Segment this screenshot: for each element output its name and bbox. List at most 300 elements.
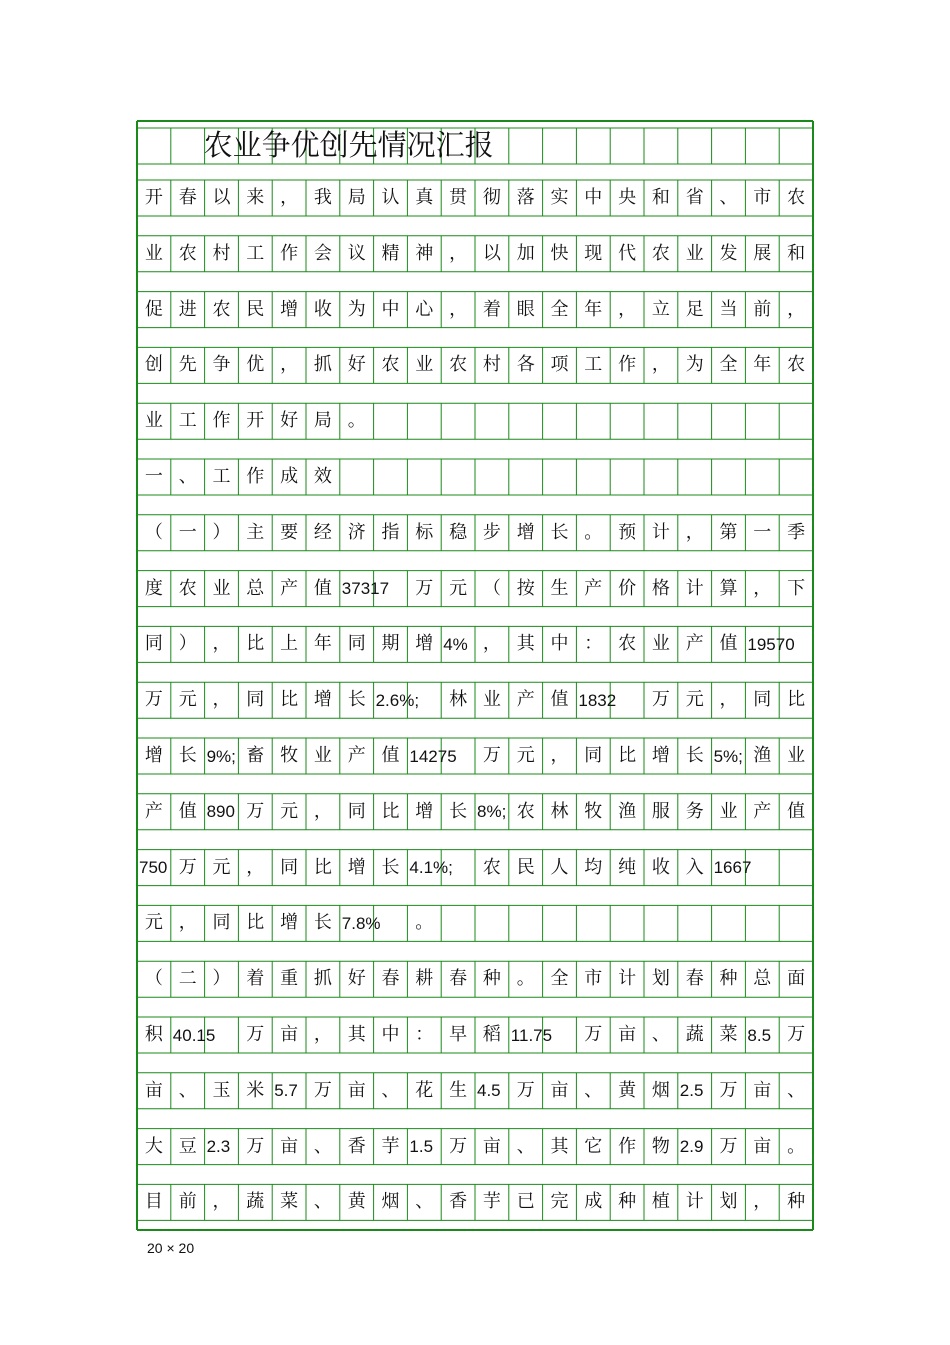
grid-cell: 40.15: [172, 1025, 216, 1045]
grid-cell: 产: [516, 689, 535, 711]
grid-cell: [441, 403, 475, 439]
grid-cell: 植: [651, 1191, 670, 1213]
grid-cell: 。: [516, 968, 535, 990]
grid-cell: 元: [685, 689, 704, 711]
grid-cell: 产: [584, 577, 603, 599]
grid-cell: [205, 1017, 239, 1053]
grid-cell: 米: [246, 1079, 265, 1101]
grid-cell: 业: [144, 410, 163, 432]
grid-cell: 。: [415, 912, 434, 934]
document-title: 农业争优创先情况汇报: [203, 128, 494, 162]
grid-cell: 同: [212, 912, 231, 934]
grid-cell: 比: [313, 856, 332, 878]
grid-cell: 期: [381, 633, 400, 655]
grid-cell: 好: [347, 354, 366, 376]
grid-cell: 省: [685, 187, 704, 208]
grid-cell: 农: [516, 800, 535, 822]
grid-cell: 积: [144, 1024, 163, 1045]
grid-cell: 工: [178, 410, 197, 432]
grid-cell: 产: [753, 800, 772, 822]
grid-cell: 4%: [443, 634, 468, 654]
grid-cell: 前: [178, 1191, 197, 1213]
grid-cell: ）: [178, 633, 197, 655]
grid-cell: 全: [719, 354, 738, 376]
grid-cell: 比: [280, 689, 299, 711]
grid-cell: 黄: [347, 1191, 366, 1213]
grid-cell: 一: [144, 466, 163, 487]
grid-cell: 、: [787, 1079, 806, 1101]
grid-cell: 服: [651, 800, 670, 822]
grid-cell: 菜: [719, 1024, 738, 1045]
grid-cell: 为: [685, 354, 704, 376]
grid-cell: 立: [651, 298, 670, 320]
grid-cell: 春: [685, 968, 704, 990]
grid-cell: [407, 403, 441, 439]
grid-cell: 计: [685, 1191, 704, 1213]
grid-cell: 年: [313, 633, 332, 655]
grid-cell: 增: [415, 800, 434, 822]
grid-cell: 现: [584, 242, 603, 264]
grid-cell: 价: [618, 577, 637, 599]
grid-cell: 、: [178, 1079, 197, 1101]
grid-cell: 值: [787, 800, 806, 822]
grid-cell: [610, 905, 644, 941]
grid-cell: 亩: [280, 1135, 299, 1157]
grid-cell: ，: [719, 689, 738, 711]
grid-cell: [678, 905, 712, 941]
grid-cell: 足: [685, 298, 704, 320]
grid-cell: 作: [280, 242, 299, 264]
grid-cell: ，: [482, 633, 501, 655]
grid-cell: 、: [178, 466, 197, 487]
grid-cell: 亩: [618, 1024, 637, 1045]
grid-cell: 快: [550, 242, 569, 264]
grid-cell: 指: [381, 521, 400, 543]
grid-cell: [475, 459, 509, 495]
grid-cell: [475, 905, 509, 941]
grid-cell: 算: [719, 577, 738, 599]
grid-cell: [610, 403, 644, 439]
grid-cell: 4.5: [477, 1081, 501, 1101]
grid-cell: 长: [347, 689, 366, 711]
grid-cell: [644, 459, 678, 495]
grid-cell: 渔: [618, 800, 637, 822]
grid-cell: 增: [347, 856, 366, 878]
grid-cell: 增: [516, 521, 535, 543]
grid-cell: [678, 459, 712, 495]
grid-cell: 1.5: [409, 1137, 434, 1157]
grid-cell: 烟: [651, 1079, 670, 1101]
grid-cell: 农: [381, 354, 400, 376]
grid-cell: 890: [206, 802, 235, 822]
grid-cell: [712, 459, 746, 495]
grid-cell: 同: [347, 633, 366, 655]
grid-cell: 先: [178, 354, 197, 376]
grid-cell: 农: [651, 242, 670, 264]
grid-cell: 林: [550, 800, 569, 822]
grid-cell: 增: [313, 689, 332, 711]
grid-cell: 认: [381, 187, 400, 208]
grid-cell: 1667: [713, 858, 752, 878]
grid-cell: 万: [246, 1135, 265, 1157]
grid-cell: [543, 905, 577, 941]
grid-cell: ，: [618, 298, 637, 320]
grid-cell: [576, 403, 610, 439]
grid-cell: 彻: [482, 187, 501, 208]
grid-cell: （: [482, 577, 501, 599]
grid-cell: 值: [719, 633, 738, 655]
grid-cell: 产: [144, 800, 163, 822]
grid-cell: 落: [516, 187, 535, 208]
grid-cell: 、: [516, 1135, 535, 1157]
grid-cell: [779, 850, 813, 886]
grid-cell: 一: [178, 521, 197, 543]
grid-cell: 长: [685, 745, 704, 766]
grid-cell: 、: [313, 1191, 332, 1213]
grid-cell: 8.5: [747, 1025, 772, 1045]
grid-cell: 已: [516, 1191, 535, 1213]
grid-cell: 亩: [144, 1079, 163, 1101]
grid-cell: 37317: [341, 579, 390, 599]
grid-cell: 万: [482, 745, 501, 766]
grid-cell: 会: [313, 242, 332, 264]
grid-cell: [745, 905, 779, 941]
grid-cell: 全: [550, 298, 569, 320]
grid-cell: 元: [516, 745, 535, 766]
grid-cell: 收: [651, 856, 670, 878]
grid-cell: 亩: [347, 1079, 366, 1101]
grid-cell: 生: [449, 1079, 468, 1101]
grid-cell: 同: [753, 689, 772, 711]
grid-cell: 业: [482, 689, 501, 711]
grid-cell: 同: [144, 633, 163, 655]
grid-cell: [779, 403, 813, 439]
grid-cell: 元: [144, 912, 163, 934]
grid-cell: 亩: [753, 1135, 772, 1157]
grid-cell: 春: [381, 968, 400, 990]
grid-cell: ）: [212, 968, 231, 990]
grid-cell: ：: [415, 1024, 434, 1045]
grid-cell: 中: [381, 298, 400, 320]
grid-cell: 比: [381, 800, 400, 822]
grid-cell: 以: [212, 187, 231, 208]
grid-cell: 万: [584, 1024, 603, 1045]
grid-cell: 和: [651, 187, 670, 208]
grid-cell: ，: [651, 354, 670, 376]
grid-cell: [475, 403, 509, 439]
grid-cell: 牧: [584, 800, 603, 822]
grid-cell: 亩: [280, 1024, 299, 1045]
grid-cell: 中: [550, 633, 569, 655]
grid-cell: 蔬: [246, 1191, 265, 1213]
grid-cell: 菜: [280, 1191, 299, 1213]
grid-cell: 长: [381, 856, 400, 878]
grid-cell: 心: [415, 298, 434, 320]
grid-cell: 1832: [578, 690, 617, 710]
grid-cell: [543, 403, 577, 439]
grid-cell: 2.5: [679, 1081, 704, 1101]
grid-cell: [678, 403, 712, 439]
grid-cell: 业: [415, 354, 434, 376]
grid-cell: 总: [246, 577, 265, 599]
grid-cell: ，: [280, 354, 299, 376]
grid-cell: 作: [246, 466, 265, 487]
grid-cell: [441, 459, 475, 495]
grid-cell: 万: [516, 1079, 535, 1101]
grid-cell: 前: [753, 298, 772, 320]
grid-cell: [576, 905, 610, 941]
grid-cell: [543, 1017, 577, 1053]
grid-cell: 比: [618, 745, 637, 766]
grid-cell: [407, 682, 441, 718]
grid-cell: [745, 459, 779, 495]
grid-cell: 发: [719, 242, 738, 264]
grid-cell: ，: [313, 800, 332, 822]
grid-cell: 玉: [212, 1079, 231, 1101]
grid-cell: 以: [482, 242, 501, 264]
grid-cell: 春: [449, 968, 468, 990]
grid-cell: 工: [212, 466, 231, 487]
grid-cell: ，: [246, 856, 265, 878]
grid-cell: 种: [719, 968, 738, 990]
grid-cell: 眼: [516, 298, 535, 320]
grid-cell: 芋: [482, 1191, 501, 1213]
grid-cell: 值: [178, 800, 197, 822]
grid-cell: ，: [313, 1024, 332, 1045]
grid-cell: 9%;: [206, 746, 236, 766]
grid-cell: 入: [685, 856, 704, 878]
grid-cell: 同: [584, 745, 603, 766]
grid-cell: 标: [415, 521, 434, 543]
grid-cell: 村: [482, 354, 501, 376]
grid-cell: 好: [280, 410, 299, 432]
grid-cell: ，: [753, 1191, 772, 1213]
grid-cell: ，: [212, 633, 231, 655]
grid-cell: 7.8%: [341, 913, 381, 933]
grid-cell: 工: [246, 242, 265, 264]
grid-cell: 其: [550, 1135, 569, 1157]
grid-cell: ，: [280, 187, 299, 208]
grid-cell: 19570: [747, 634, 795, 654]
grid-cell: [779, 626, 813, 662]
grid-cell: 物: [651, 1135, 670, 1157]
grid-cell: [374, 905, 408, 941]
grid-cell: 畜: [246, 745, 265, 766]
grid-cell: 香: [449, 1191, 468, 1213]
grid-cell: 度: [144, 577, 163, 599]
grid-cell: 同: [246, 689, 265, 711]
grid-cell: 同: [347, 800, 366, 822]
grid-cell: [374, 571, 408, 607]
grid-cell: 效: [313, 466, 332, 487]
grid-cell: 长: [449, 800, 468, 822]
grid-cell: 我: [313, 187, 332, 208]
grid-cell: 加: [516, 242, 535, 264]
grid-cell: [745, 850, 779, 886]
grid-cell: 2.6%;: [375, 690, 420, 710]
grid-cell: 作: [618, 1135, 637, 1157]
grid-cell: 各: [516, 354, 535, 376]
grid-cell: 万: [415, 577, 434, 599]
grid-cell: 作: [618, 354, 637, 376]
grid-cell: ，: [178, 912, 197, 934]
grid-cell: 万: [719, 1079, 738, 1101]
grid-cell: [712, 905, 746, 941]
grid-cell: 年: [584, 298, 603, 320]
grid-cell: ：: [584, 633, 603, 655]
grid-cell: 元: [212, 856, 231, 878]
grid-cell: 计: [618, 968, 637, 990]
grid-cell: 元: [449, 577, 468, 599]
grid-cell: 5.7: [274, 1081, 298, 1101]
grid-cell: 第: [719, 521, 738, 543]
grid-cell: 14275: [409, 746, 457, 766]
grid-cell: 项: [550, 354, 569, 376]
grid-cell: （: [144, 968, 163, 990]
grid-cell: 种: [787, 1191, 806, 1213]
grid-cell: 收: [313, 298, 332, 320]
grid-cell: 步: [482, 521, 501, 543]
grid-cell: 市: [753, 187, 772, 208]
grid-cell: 贯: [449, 187, 468, 208]
grid-cell: 中: [584, 187, 603, 208]
grid-cell: 抓: [313, 354, 332, 376]
grid-cell: 元: [178, 689, 197, 711]
grid-cell: 万: [246, 1024, 265, 1045]
grid-cell: 农: [787, 187, 806, 208]
grid-cell: 实: [550, 187, 569, 208]
grid-cell: 促: [144, 298, 163, 320]
grid-cell: 产: [280, 577, 299, 599]
grid-cell: ，: [212, 689, 231, 711]
grid-cell: [745, 403, 779, 439]
grid-cell: 黄: [618, 1079, 637, 1101]
grid-cell: 创: [144, 354, 163, 376]
grid-cell: 议: [347, 242, 366, 264]
grid-cell: 中: [381, 1024, 400, 1045]
grid-cell: （: [144, 521, 163, 543]
grid-cell: 神: [415, 242, 434, 264]
grid-cell: 业: [719, 800, 738, 822]
grid-cell: 亩: [550, 1079, 569, 1101]
grid-cell: [441, 850, 475, 886]
grid-cell: 万: [787, 1024, 806, 1045]
grid-cell: 着: [246, 968, 265, 990]
grid-cell: 民: [516, 856, 535, 878]
grid-cell: 长: [313, 912, 332, 934]
grid-cell: 5%;: [713, 746, 743, 766]
grid-cell: 季: [787, 521, 806, 543]
grid-cell: 上: [280, 633, 299, 655]
grid-cell: 面: [787, 968, 806, 990]
grid-cell: 目: [144, 1191, 163, 1213]
grid-cell: 进: [178, 298, 197, 320]
grid-cell: 农: [618, 633, 637, 655]
grid-cell: 重: [280, 968, 299, 990]
grid-cell: 计: [685, 577, 704, 599]
grid-cell: 开: [246, 410, 265, 432]
grid-cell: 局: [313, 410, 332, 432]
grid-cell: 增: [651, 745, 670, 766]
grid-cell: 渔: [753, 745, 772, 766]
grid-cell: 花: [415, 1079, 434, 1101]
grid-cell: 代: [618, 242, 637, 264]
grid-cell: 业: [787, 745, 806, 766]
grid-cell: 万: [246, 800, 265, 822]
grid-cell: 农: [212, 298, 231, 320]
grid-cell: 当: [719, 298, 738, 320]
grid-cell: 。: [347, 410, 366, 432]
grid-cell: 好: [347, 968, 366, 990]
grid-cell: 全: [550, 968, 569, 990]
grid-cell: 。: [787, 1135, 806, 1157]
grid-cell: ，: [550, 745, 569, 766]
grid-cell: 其: [516, 633, 535, 655]
grid-cell: 万: [313, 1079, 332, 1101]
grid-cell: [610, 459, 644, 495]
grid-cell: [610, 682, 644, 718]
grid-cell: [543, 459, 577, 495]
grid-cell: [779, 905, 813, 941]
grid-cell: ）: [212, 521, 231, 543]
grid-cell: 烟: [381, 1191, 400, 1213]
grid-cell: 、: [313, 1135, 332, 1157]
grid-cell: 年: [753, 354, 772, 376]
grid-cell: 增: [280, 912, 299, 934]
grid-cell: 人: [550, 856, 569, 878]
grid-cell: 下: [787, 577, 806, 599]
grid-cell: 均: [584, 856, 603, 878]
grid-cell: 务: [685, 800, 704, 822]
grid-cell: 农: [482, 856, 501, 878]
grid-cell: 济: [347, 521, 366, 543]
grid-cell: 比: [246, 633, 265, 655]
grid-cell: [340, 459, 374, 495]
grid-cell: [712, 403, 746, 439]
grid-cell: 豆: [178, 1135, 197, 1157]
grid-cell: ，: [212, 1191, 231, 1213]
grid-cell: 长: [178, 745, 197, 766]
grid-cell: [441, 738, 475, 774]
grid-cell: [374, 459, 408, 495]
grid-cell: 香: [347, 1135, 366, 1157]
grid-cell: 亩: [753, 1079, 772, 1101]
grid-cell: 种: [482, 968, 501, 990]
grid-cell: 它: [584, 1135, 603, 1157]
grid-cell: 值: [313, 577, 332, 599]
grid-cell: 农: [178, 242, 197, 264]
grid-cell: 增: [415, 633, 434, 655]
grid-cell: 2.9: [679, 1137, 704, 1157]
grid-cell: 万: [719, 1135, 738, 1157]
grid-cell: 纯: [618, 856, 637, 878]
grid-cell: 作: [212, 410, 231, 432]
grid-cell: 万: [449, 1135, 468, 1157]
grid-cell: 预: [618, 521, 637, 543]
grid-cell: 生: [550, 577, 569, 599]
grid-cell: 产: [347, 745, 366, 766]
grid-cell: 成: [584, 1191, 603, 1213]
grid-cell: 万: [144, 689, 163, 711]
grid-cell: 央: [618, 187, 637, 208]
grid-cell: 产: [685, 633, 704, 655]
grid-size-caption: 20 × 20: [147, 1240, 195, 1256]
grid-cell: 值: [550, 689, 569, 711]
grid-cell: [779, 459, 813, 495]
grid-cell: 亩: [482, 1135, 501, 1157]
grid-cell: 民: [246, 298, 265, 320]
grid-cell: 值: [381, 745, 400, 766]
